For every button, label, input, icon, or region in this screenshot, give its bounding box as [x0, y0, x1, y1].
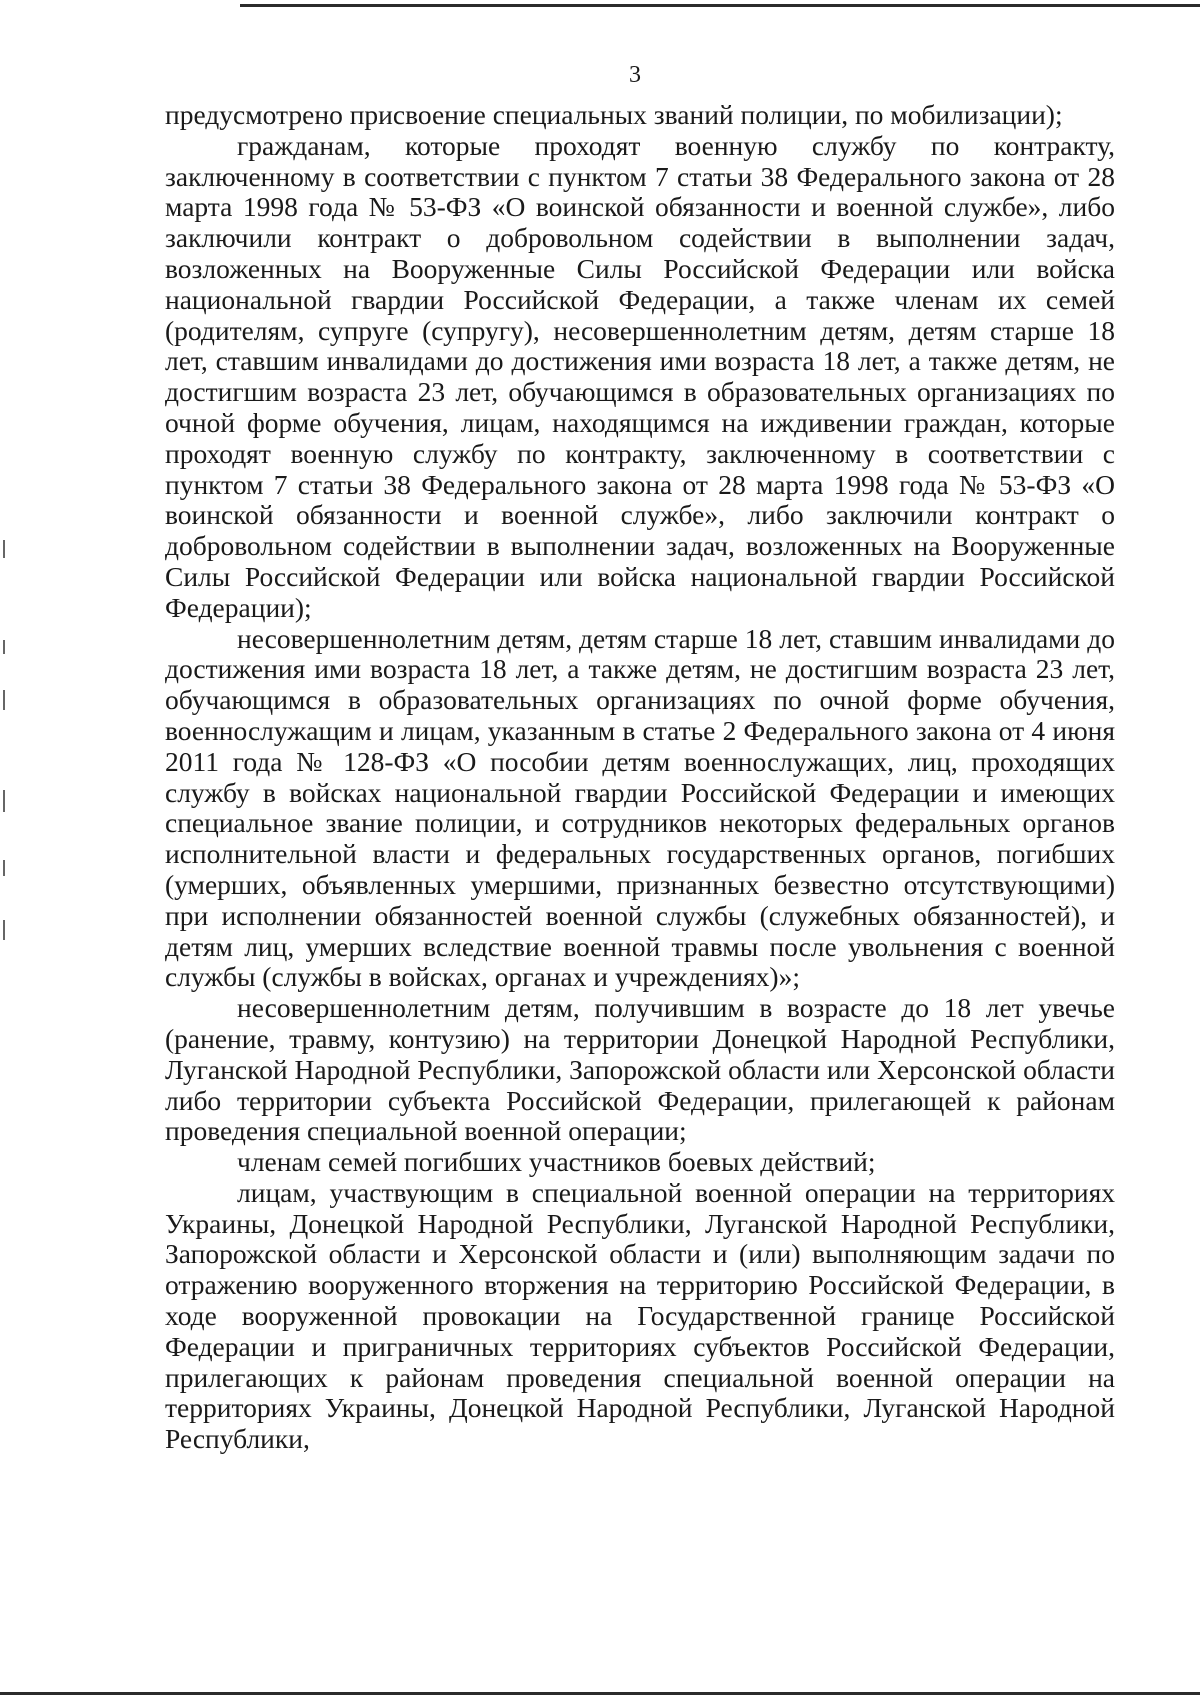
page-number: 3 — [629, 62, 641, 88]
paragraph-continuation: предусмотрено присвоение специальных званий полиции, по мобилизации); — [165, 99, 1063, 130]
paragraph-families-of-fallen: членам семей погибших участников боевых действий; — [237, 1146, 876, 1178]
scan-mark — [3, 690, 5, 710]
document-body — [165, 100, 1115, 1455]
scan-top-border — [240, 4, 1200, 7]
scan-mark — [3, 540, 5, 558]
paragraph-contract-servicemen: гражданам, которые проходят военную службу по контракту, заключенному в соответствии с пунктом 7 статьи 38 Федерального закона от 28 марта 1998 года № 53-ФЗ «О воинской обязанности и военной службе», либо заключили контракт о добровольном содействии в выполнении задач, возложенных на Вооруженные Силы Российской Федерации или войска национальной гвардии Российской Федерации, а также членам их семей (родителям, супруге (супругу), несовершеннолетним детям, детям старше 18 лет, ставшим инвалидами до достижения ими возраста 18 лет, а также детям, не достигшим возраста 23 лет, обучающимся в образовательных организациях по очной форме обучения, лицам, находящимся на иждивении граждан, которые проходят военную службу по контракту, заключенному в соответствии с пунктом 7 статьи 38 Федерального закона от 28 марта 1998 года № 53-ФЗ «О воинской обязанности и военной службе», либо заключили контракт о добровольном содействии в выполнении задач, возложенных на Вооруженные Силы Российской Федерации или войска национальной гвардии Российской Федерации); — [165, 129, 1115, 623]
scan-mark — [3, 860, 5, 876]
paragraph-operation-participants: лицам, участвующим в специальной военной операции на территориях Украины, Донецкой Народной Республики, Луганской Народной Республики, Запорожской области и Херсонской области и (или) выполняющим задачи по отражению вооруженного вторжения на территорию Российской Федерации, в ходе вооруженной провокации на Государственной границе Российской Федерации и приграничных территориях субъектов Российской Федерации, прилегающих к районам проведения специальной военной операции на территориях Украины, Донецкой Народной Республики, Луганской Народной Республики, — [165, 1176, 1115, 1455]
scan-mark — [3, 790, 5, 812]
scan-bottom-border — [0, 1692, 1200, 1695]
paragraph-injured-minors: несовершеннолетним детям, получившим в возрасте до 18 лет увечье (ранение, травму, контузию) на территории Донецкой Народной Республики, Луганской Народной Республики, Запорожской области или Херсонской области либо территории субъекта Российской Федерации, прилегающей к районам проведения специальной военной операции; — [165, 992, 1115, 1147]
paragraph-minor-children: несовершеннолетним детям, детям старше 18 лет, ставшим инвалидами до достижения ими возраста 18 лет, а также детям, не достигшим возраста 23 лет, обучающимся в образовательных организациях по очной форме обучения, военнослужащим и лицам, указанным в статье 2 Федерального закона от 4 июня 2011 года № 128-ФЗ «О пособии детям военнослужащих, лиц, проходящих службу в войсках национальной гвардии Российской Федерации и имеющих специальное звание полиции, и сотрудников некоторых федеральных органов исполнительной власти и федеральных государственных органов, погибших (умерших, объявленных умершими, признанных безвестно отсутствующими) при исполнении обязанностей военной службы (служебных обязанностей), и детям лиц, умерших вследствие военной травмы после увольнения с военной службы (службы в войсках, органах и учреждениях)»; — [165, 622, 1115, 993]
scan-mark — [3, 640, 5, 654]
scan-mark — [3, 920, 5, 940]
